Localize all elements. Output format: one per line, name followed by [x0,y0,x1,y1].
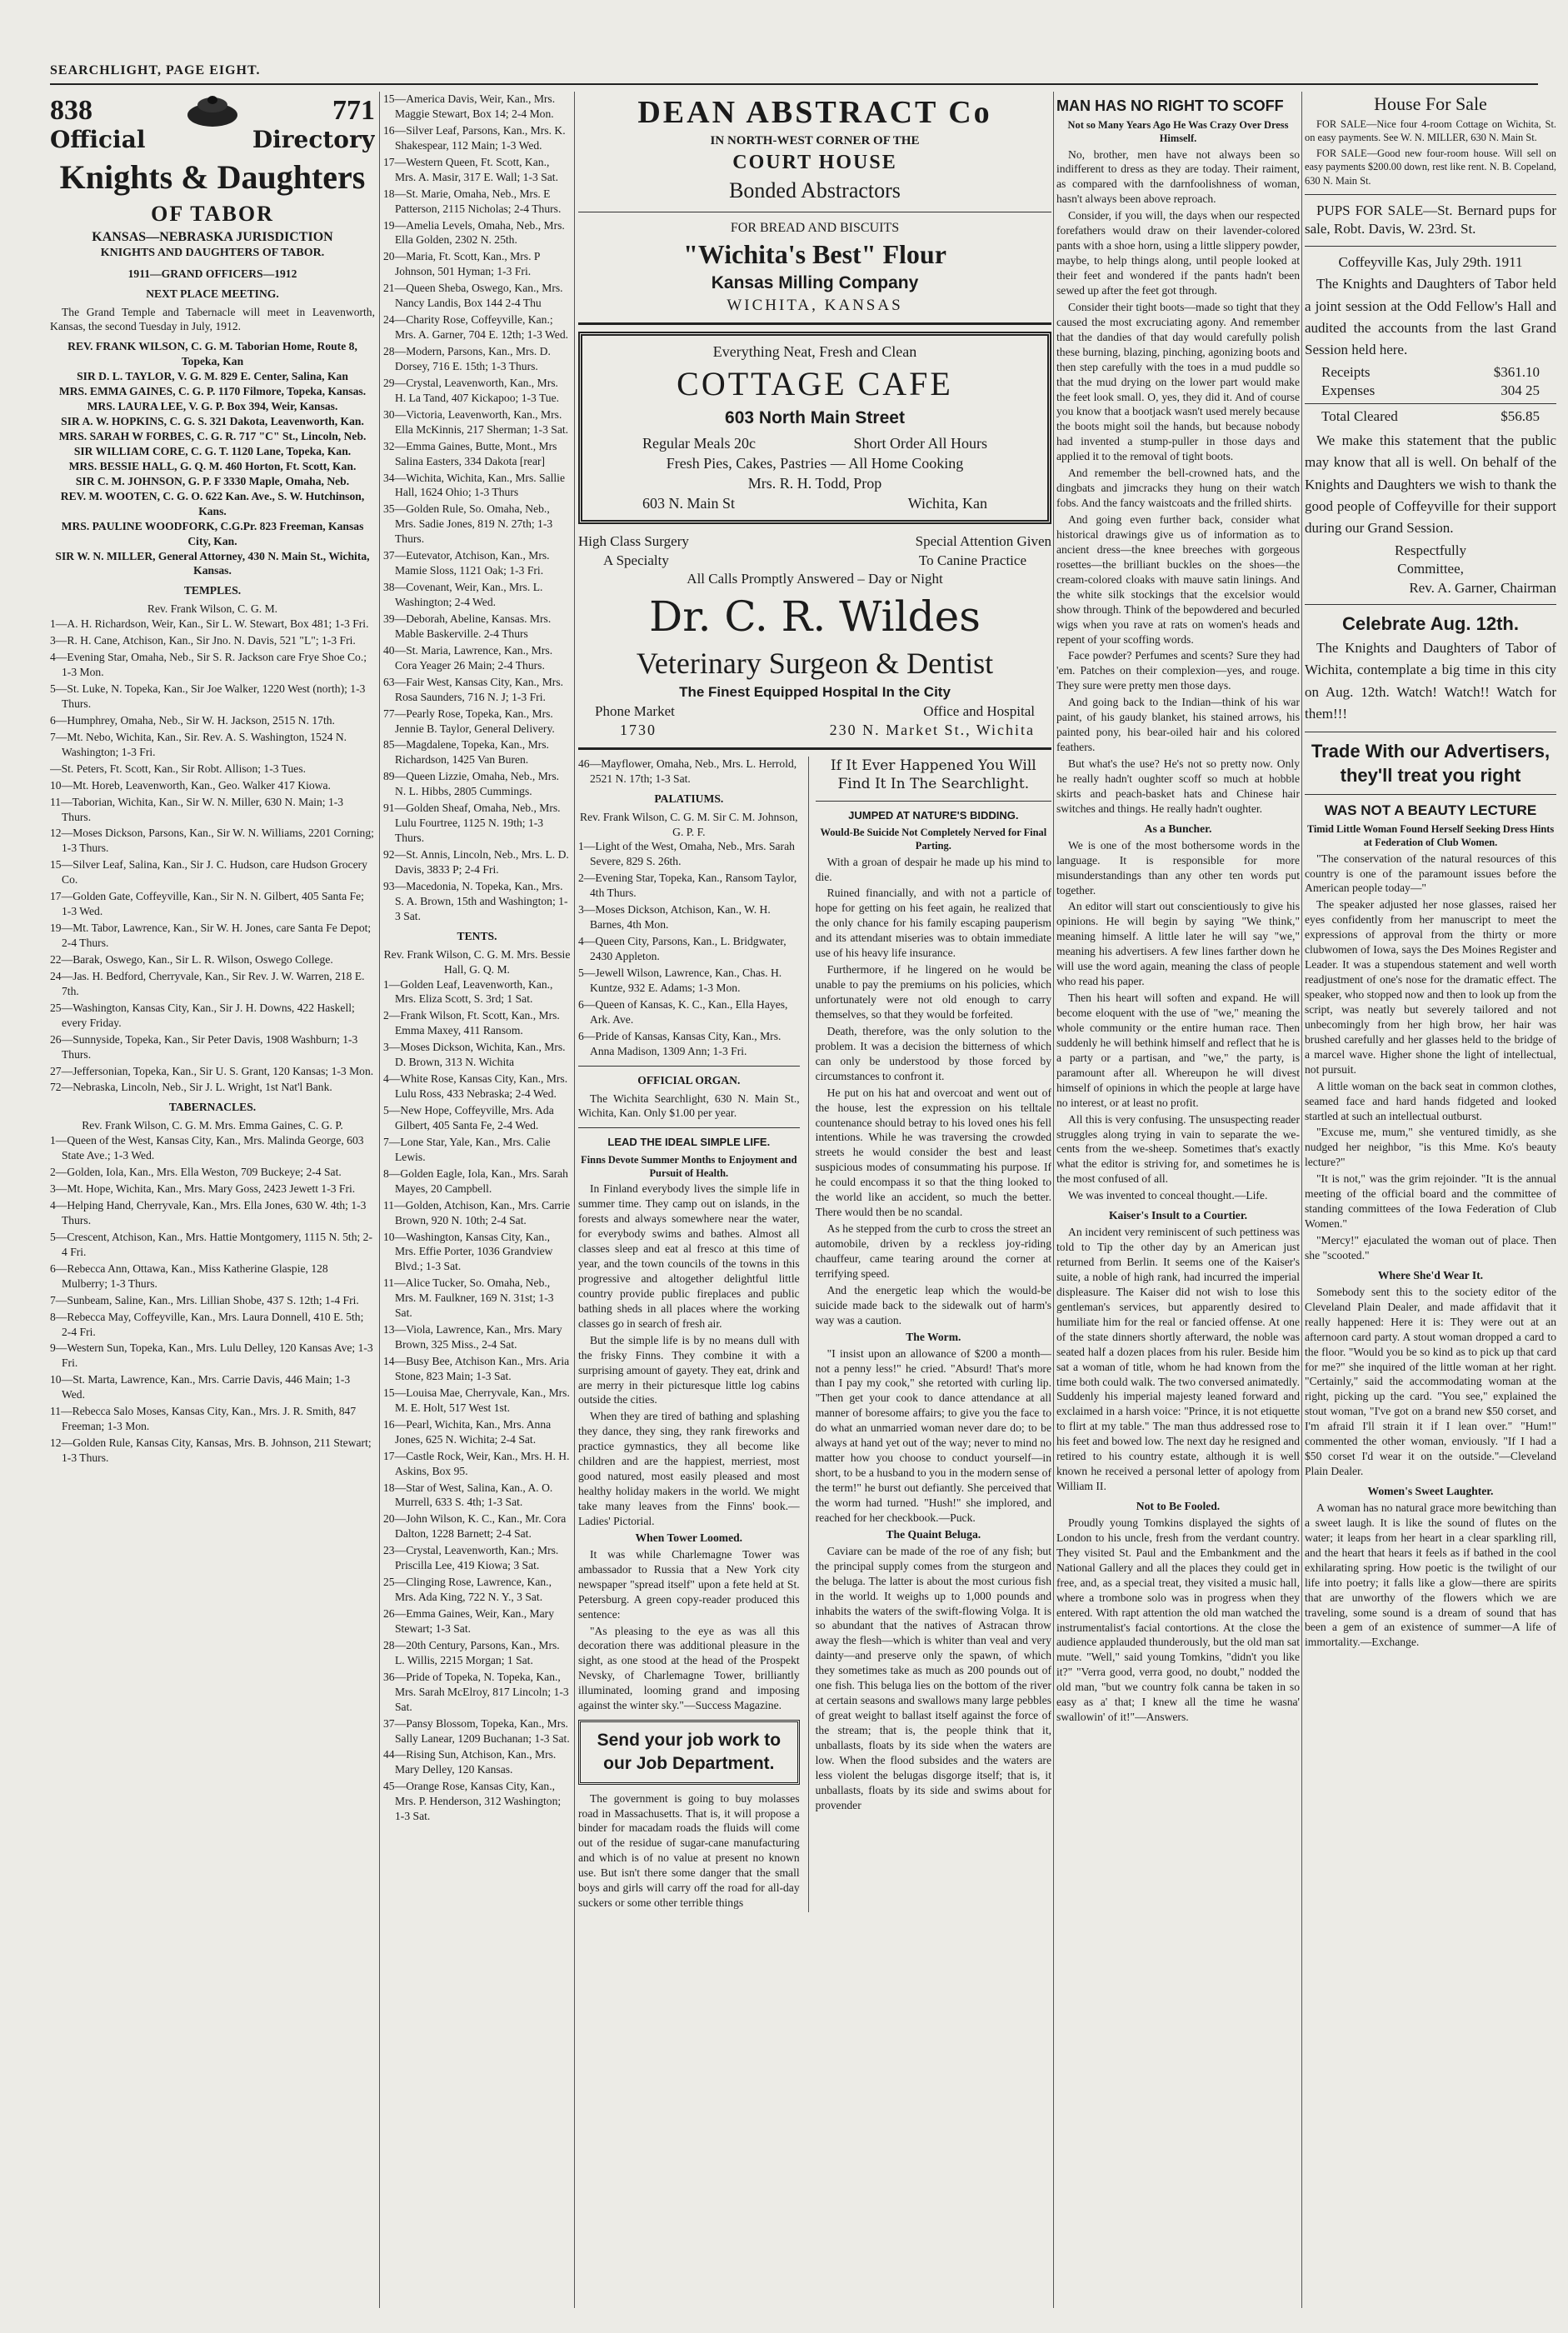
tabernacle-entry: 6—Rebecca Ann, Ottawa, Kan., Miss Katherine Glaspie, 128 Mulberry; 1-3 Thurs. [50,1261,328,1290]
article-paragraph: When they are tired of bathing and splashing they dance, they sing, they rank fireworks and practice gymnastics, they all become like children and are the happiest, merriest, most good natured, most easily pleased and most healthy holiday makers in the world. We might take many leaves from the Finns' book.—Ladies' Pictorial. [578,1410,800,1527]
tabernacle-entry: 91—Golden Sheaf, Omaha, Neb., Mrs. Lulu Fourtree, 1125 N. 19th; 1-3 Thurs. [383,802,561,845]
tent-entry: 7—Lone Star, Yale, Kan., Mrs. Calie Lewis. [383,1135,551,1163]
officer: SIR WILLIAM CORE, C. G. T. 1120 Lane, Topeka, Kan. [73,444,352,457]
tabernacle-entry: 24—Charity Rose, Coffeyville, Kan.; Mrs. A. Garner, 704 E. 12th; 1-3 Wed. [383,313,569,342]
temple-entry: 17—Golden Gate, Coffeyville, Kan., Sir N. N. Gilbert, 405 Santa Fe; 1-3 Wed. [50,890,364,918]
article-paragraph: A woman has no natural grace more bewitching than a sweet laugh. It is like the sound of flutes on the water; it leaps from her heart in a clear sparkling rill, and the heart that hears it feels as if bathed in the cool exhilarating spring. How poetic is the twilight of our life into poetry; it falls like a glow—there are spirits that are unworthy of the flowers which we are traveling, some sound is a dream of sound that has been a gem of an existence of summer—A life of immortality.—Exchange. [1305,1501,1556,1649]
divider [578,747,1051,750]
tabernacle-entry: 5—Crescent, Atchison, Kan., Mrs. Hattie Montgomery, 1115 N. 5th; 2-4 Fri. [50,1230,372,1258]
scoff-sub: Not so Many Years Ago He Was Crazy Over Dress Himself. [1067,118,1289,145]
tent-entry: 5—New Hope, Coffeyville, Mrs. Ada Gilbert, 405 Santa Fe, 2-4 Wed. [383,1104,554,1132]
tent-entry: 14—Busy Bee, Atchison Kan., Mrs. Aria Stone, 823 Main; 1-3 Sat. [383,1355,570,1382]
flour-ad [578,219,1051,316]
tent-entry: 25—Clinging Rose, Lawrence, Kan., Mrs. Ada King, 722 N. Y., 3 Sat. [383,1576,552,1604]
temple-entry: 24—Jas. H. Bedford, Cherryvale, Kan., Sir Rev. J. W. Warren, 218 E. 7th. [50,969,365,997]
tent-entry: 16—Pearl, Wichita, Kan., Mrs. Anna Jones, 625 N. Wichita; 2-4 Sat. [383,1417,552,1446]
article-paragraph: But the simple life is by no means dull with the frisky Finns. They combine it with a surprising amount of gayety. They eat, drink and are merry in their picturesque little log cabins outside the cities. [578,1333,800,1406]
officer: REV. M. WOOTEN, C. G. O. 622 Kan. Ave., S. W. Hutchinson, Kans. [60,489,365,517]
tabernacle-entry: 35—Golden Rule, So. Omaha, Neb., Mrs. Sadie Jones, 819 N. 27th; 1-3 Thurs. [383,502,553,546]
officer: SIR C. M. JOHNSON, G. P. F 3330 Maple, Omaha, Neb. [75,474,350,487]
article-paragraph: With a groan of despair he made up his mind to die. [815,855,1051,883]
officers-heading: 1911—GRAND OFFICERS—1912 [127,267,297,280]
article-paragraph: Caviare can be made of the roe of any fish; but the principal supply comes from the sturgeon and the beluga. The latter is about the most curious fish in the world. It weighs up to 1,000 pounds and inhabits the waters of the swift-flowing Volga. It is so abundant that the natives of Astracan throw away the flesh—which is whiter than veal and very dainty—and preserve only the spawn, of which they sometimes take as much as 200 pounds out of one fish. This beluga lies on the bottom of the river at certain seasons and swallows many large pebbles of great weight to ballast itself against the force of the stream; that is, the people think that it, unballasts, floats by its side when the waters are low. When the flood subsides and the waters are less violent the belugas disgorge itself; that is, it unballasts, floats by its side and swims about for provender [815,1544,1051,1811]
celebrate-heading: Celebrate Aug. 12th. [1342,612,1519,634]
simple-life-sub: Finns Devote Summer Months to Enjoyment and Pursuit of Health. [581,1153,797,1179]
article-paragraph: "The conservation of the natural resources of this country is one of the paramount issues before the American people today—" [1305,852,1556,895]
tabernacle-entry: 7—Sunbeam, Saline, Kan., Mrs. Lillian Shobe, 437 S. 12th; 1-4 Fri. [50,1293,359,1306]
vet-office-label: Office and Hospital [923,702,1035,719]
tabernacle-entry: 63—Fair West, Kansas City, Kan., Mrs. Rosa Saunders, 716 N. J; 1-3 Fri. [383,675,564,703]
divider [1305,194,1556,195]
trade-heading: Trade With our Advertisers, they'll treat you right [1311,741,1551,787]
column-rule [1301,92,1302,2308]
article-paragraph: Consider their tight boots—made so tight that they caused the most excruciating agony. And remember that the dandies of that day would carefully polish these burning, blazing, pinching, agonizing boots and then step carefully with the toes in a mud puddle so that the mud drying on the lower part would make the feet look small. O, yes, they did it. And of course you know that a bootjack wasn't used merely because the boots might soil the hands, but because nobody had invented a stump-puller in those days and applied it to the removal of tight boots. [1056,300,1300,463]
article-paragraph: The speaker adjusted her nose glasses, raised her eyes confidently from her manuscript to meet the expressions of approval from the thirty or more clubwomen of Iowa, says the Des Moines Register and Leader. It was a stupendous statement and well worth readjustment of one's nose for the dramatic effect. The speaker, who stopped now and then to look up from the script, was neatly but severely tailored and not unbecomingly from her high brow, her hair was brushed carefully and her glasses held to the bridge of a marcel wave. Higher shone the light of intellectual, not pursuit. [1305,898,1556,1076]
temple-entry: 26—Sunnyside, Topeka, Kan., Sir Peter Davis, 1908 Washburn; 1-3 Thurs. [50,1032,358,1061]
tent-entry: 10—Washington, Kansas City, Kan., Mrs. Effie Porter, 1036 Grandview Blvd.; 1-3 Sat. [383,1230,553,1273]
meeting-text: The Grand Temple and Tabernacle will meet in Leavenworth, Kansas, the second Tuesday in July, 1912. [50,305,375,333]
vet-title: Veterinary Surgeon & Dentist [636,646,994,680]
tabernacle-entry: 37—Eutevator, Atchison, Kan., Mrs. Mamie Sloss, 1121 Oak; 1-3 Fri. [383,549,550,577]
of-tabor: OF TABOR [151,201,274,226]
tent-entry: 28—20th Century, Parsons, Kan., Mrs. L. Willis, 2215 Morgan; 1 Sat. [383,1638,560,1666]
tabernacles-list-continued [383,92,571,924]
tent-entry: 3—Moses Dickson, Wichita, Kan., Mrs. D. Brown, 313 N. Wichita [383,1041,566,1069]
tent-entry: 13—Viola, Lawrence, Kan., Mrs. Mary Brown, 325 Miss., 2-4 Sat. [383,1323,562,1351]
tabernacle-entry: 9—Western Sun, Topeka, Kan., Mrs. Lulu Delley, 120 Kansas Ave; 1-3 Fri. [50,1341,373,1370]
temple-entry: 27—Jeffersonian, Topeka, Kan., Sir U. S. Grant, 120 Kansas; 1-3 Mon. [50,1064,374,1077]
tabernacle-entry: 20—Maria, Ft. Scott, Kan., Mrs. P Johnson, 501 Hyman; 1-3 Fri. [383,250,540,278]
article-paragraph: Consider, if you will, the days when our respected forefathers would draw on their lavender-colored pants with a shoe horn, using a little slippery powder, maybe, to help things along, until people looked at their feet and wondered if the pants hadn't been sewed up after the feet got through. [1056,209,1300,297]
tabernacle-entry: 17—Western Queen, Ft. Scott, Kan., Mrs. A. Masir, 317 E. Wall; 1-3 Sat. [383,155,558,183]
article-paragraph: And remember the bell-crowned hats, and the dingbats and jimcracks they hung on their watch fobs. And the fancy waistcoats and the frilled shirts. [1056,467,1300,510]
tabernacle-entry: 34—Wichita, Wichita, Kan., Mrs. Sallie Hall, 1624 Ohio; 1-3 Thurs [383,471,565,499]
organ-heading: OFFICIAL ORGAN. [637,1073,741,1087]
officer: REV. FRANK WILSON, C. G. M. Taborian Home, Route 8, Topeka, Kan [67,340,357,368]
tents-list [383,977,571,1825]
temples-heading: TEMPLES. [183,584,242,597]
celebrate-text: The Knights and Daughters of Tabor of Wichita, contemplate a big time in this city on Aug. 12th. Watch! Watch!! Watch for them!!! [1305,639,1556,722]
tabernacle-entry: 32—Emma Gaines, Butte, Mont., Mrs Salina Easters, 334 Dakota [rear] [383,439,557,467]
palatium-entry: 6—Queen of Kansas, K. C., Kan., Ella Hayes, Ark. Ave. [578,997,788,1026]
temples-list [50,617,375,1095]
article-paragraph: He put on his hat and overcoat and went out of the house, lest the expression on his telltale countenance should betray to his loved ones his fell intentions. While he was traversing the crowded streets he would consider the best and least suspicious modes of consummating his purpose. If he could encompass it so that the thing looked to the world like an accident, so much the better. There would then be no scandal. [815,1086,1051,1219]
palatium-entry: 6—Pride of Kansas, Kansas City, Kan., Mrs. Anna Madison, 1309 Ann; 1-3 Fri. [578,1029,782,1057]
directory-title: Knights & Daughters [59,157,366,196]
scoff-heading: MAN HAS NO RIGHT TO SCOFF [1056,97,1284,114]
tent-entry: 15—Louisa Mae, Cherryvale, Kan., Mrs. M. E. Holt, 517 West 1st. [383,1386,570,1414]
wear-heading: Where She'd Wear It. [1377,1268,1484,1281]
officer: MRS. EMMA GAINES, C. G. P. 1170 Filmore, Topeka, Kansas. [58,385,367,398]
palatium-entry: 3—Moses Dickson, Atchison, Kan., W. H. Barnes, 4th Mon. [578,903,771,932]
tent-entry: 23—Crystal, Leavenworth, Kan.; Mrs. Priscilla Lee, 419 Kiowa; 3 Sat. [383,1544,559,1572]
directory-column [50,92,375,2308]
article-paragraph: It was while Charlemagne Tower was ambassador to Russia that a New York city newspaper "spread itself" upon a fete held at St. Petersburg. A green copy-reader produced this sentence: [578,1547,800,1621]
report-date: Coffeyville Kas, July 29th. 1911 [1338,253,1523,270]
crown-emblem-icon [183,92,242,130]
jurisdiction: KANSAS—NEBRASKA JURISDICTION [92,230,333,245]
tent-entry: 44—Rising Sun, Atchison, Kan., Mrs. Mary Delley, 120 Kansas. [383,1748,557,1776]
report-text-2: We make this statement that the public may know that all is well. On behalf of the Knights and Daughters we wish to thank the good people of Coffeyville for their support during our Grand Session. [1305,432,1556,537]
center-left-subcolumn [578,757,800,1912]
officers-list [50,339,375,578]
expenses-label: Expenses [1321,382,1376,399]
tabernacle-entry: 15—America Davis, Weir, Kan., Mrs. Maggie Stewart, Box 14; 2-4 Mon. [383,92,556,120]
cafe-address: 603 North Main Street [725,407,905,427]
tabernacle-entry: 85—Magdalene, Topeka, Kan., Mrs. Richardson, 1425 Van Buren. [383,738,549,767]
org-name: KNIGHTS AND DAUGHTERS OF TABOR. [100,247,325,260]
article-paragraph: Face powder? Perfumes and scents? Sure they had 'em. Patches on their complexion—yes, and rouge. They sure were pretty men those days. [1056,649,1300,692]
palatiums-heading: PALATIUMS. [654,792,724,805]
tent-entry: 46—Mayflower, Omaha, Neb., Mrs. L. Herrold, 2521 N. 17th; 1-3 Sat. [578,757,797,785]
temple-entry: 12—Moses Dickson, Parsons, Kan., Sir W. N. Williams, 2201 Corning; 1-3 Thurs. [50,827,374,855]
tabernacle-entry: 38—Covenant, Weir, Kan., Mrs. L. Washington; 2-4 Wed. [383,581,543,608]
tabernacle-entry: 89—Queen Lizzie, Omaha, Neb., Mrs. N. L. Hibbs, 2805 Cummings. [383,770,560,798]
tent-entry: 1—Golden Leaf, Leavenworth, Kan., Mrs. Eliza Scott, S. 3rd; 1 Sat. [383,977,553,1006]
article-paragraph: And going even further back, consider what historical drawings give us of information as to ancient dress—the knee breeches with gorgeous rosettes—the brilliant buckles on the shoes—the cream-colored cloaks with mauve satin linings. And the white silk stockings that the excelsior would show through. Think of the bepowdered and becurled wigs when you rave at rats on women's heads and repent of your scoffing words. [1056,513,1300,646]
divider [816,801,1051,802]
tabernacle-entry: 2—Golden, Iola, Kan., Mrs. Ella Weston, 709 Buckeye; 2-4 Sat. [50,1166,342,1179]
cleared-label: Total Cleared [1321,408,1398,425]
meeting-heading: NEXT PLACE MEETING. [146,287,279,300]
article-paragraph: We was invented to conceal thought.—Life. [1068,1189,1268,1202]
cafe-meals: Regular Meals 20c [642,435,756,452]
tabernacles-heading: TABERNACLES. [168,1101,257,1114]
dean-abstract-ad [578,92,1051,205]
article-paragraph: Ruined financially, and with not a particle of hope for getting on his feet again, he realized that the only chance for his family escaping pauperism and its attendant miseries was to obtain immediate use of his heavy life insurance. [815,887,1051,960]
article-paragraph: No, brother, men have not always been so indifferent to dress as they are today. Their raiment, as compared with the darnfoolishness of woman, hasn't always been above reproach. [1056,147,1300,206]
jumped-heading: JUMPED AT NATURE'S BIDDING. [848,808,1019,822]
tent-entry: 8—Golden Eagle, Iola, Kan., Mrs. Sarah Mayes, 20 Campbell. [383,1166,568,1195]
article-paragraph: Then his heart will soften and expand. He will become eloquent with the use of "we," meaning the whole community or the entire human race. Then suddenly he will bethink himself and reflect that he is a party or a partisan, and "we," the party, is paramount after all. Whereupon he will divest himself of opinions in which the people at large have no interest, or at least no profit. [1056,992,1300,1109]
dean-line1: IN NORTH-WEST CORNER OF THE [710,134,920,148]
signoff: Rev. A. Garner, Chairman [1409,579,1556,596]
cafe-short-order: Short Order All Hours [853,435,987,452]
vet-specialty: A Specialty [603,552,669,568]
cafe-pies: Fresh Pies, Cakes, Pastries — All Home Cooking [666,455,964,472]
cleared-value: $56.85 [1501,408,1540,425]
directory-number-right: 771 [332,94,375,126]
directory-column-2 [383,92,571,2308]
article-paragraph: And going back to the Indian—think of his war paint, of his gaudy blanket, his stained arrows, his painted pony, his bear-oiled hair and his colored feathers. [1056,696,1300,754]
tent-entry: 11—Alice Tucker, So. Omaha, Neb., Mrs. M. Faulkner, 169 N. 31st; 1-3 Sat. [383,1276,554,1320]
tabernacle-entry: 29—Crystal, Leavenworth, Kan., Mrs. H. La Tand, 407 Kickapoo; 1-3 Tue. [383,376,560,404]
cottage-cafe-ad [578,332,1051,524]
tabernacle-entry: 19—Amelia Levels, Omaha, Neb., Mrs. Ella Golden, 2302 N. 25th. [383,218,565,247]
article-paragraph: An editor will start out conscientiously to give his opinions. He will begin by saying "We think," meaning himself. A little later he will say "we," meaning his advertisers. A few lines farther down he will use the word again, meaning the class of people who read his paper. [1056,900,1300,988]
column-rule [1053,92,1054,2308]
article-paragraph: As he stepped from the curb to cross the street an automobile, driven by a reckless joy-riding chauffeur, came tearing around the corner at terrifying speed. [815,1222,1051,1280]
pups-ad: PUPS FOR SALE—St. Bernard pups for sale, Robt. Davis, W. 23rd. St. [1305,202,1556,237]
signoff: Committee, [1397,561,1464,577]
house-ad: FOR SALE—Good new four-room house. Will sell on easy payments $200.00 down, rest like rent. N. B. Copeland, 630 N. Main St. [1305,147,1556,187]
tent-entry: 2—Frank Wilson, Ft. Scott, Kan., Mrs. Emma Maxey, 411 Ransom. [383,1009,560,1037]
temple-entry: 22—Barak, Oswego, Kan., Sir L. R. Wilson, Oswego College. [50,952,333,966]
house-ad: FOR SALE—Nice four 4-room Cottage on Wichita, St. on easy payments. See W. N. MILLER, 630 N. Main St. [1305,118,1556,144]
directory-number-left: 838 [50,94,92,126]
center-column [578,92,1051,2308]
article-paragraph: Somebody sent this to the society editor of the Cleveland Plain Dealer, and made affidavit that it really happened: Here it is: They were out at an afternoon card party. A stout woman dropped a card to the floor. "Would you be so kind as to pick up that card for me?" she inquired of the little woman at her right. "Certainly," said the accommodating woman at the right, picking up the card. "You see," explained the stout woman, "I've got on a brand new $50 corset, and I'm afraid I'll strain it if I lean over." "Hum!" commented the other woman, enviously. "If I had a $50 corset I'd wear it on the outside."—Cleveland Plain Dealer. [1305,1285,1556,1478]
article-paragraph: Furthermore, if he lingered on he would be unable to pay the premiums on his policies, which unfortunately were not old enough to carry themselves, so that they would be forfeited. [815,963,1051,1021]
palatiums-list [578,839,800,1058]
article-paragraph: "Excuse me, mum," she ventured timidly, as she nudged her neighbor, "is this Mme. Ko's beauty lecture?" [1305,1126,1556,1169]
tabernacles-officers: Rev. Frank Wilson, C. G. M. Mrs. Emma Gaines, C. G. P. [82,1119,343,1132]
beluga-heading: The Quaint Beluga. [886,1527,981,1541]
divider [1305,604,1556,605]
vet-phone: 1730 [620,722,657,739]
temple-entry: 15—Silver Leaf, Salina, Kan., Sir J. C. Hudson, care Hudson Grocery Co. [50,858,367,887]
tabernacle-entry: 40—St. Maria, Lawrence, Kan., Mrs. Cora Yeager 26 Main; 2-4 Thurs. [383,643,553,672]
tabernacle-entry: 3—Mt. Hope, Wichita, Kan., Mrs. Mary Goss, 2423 Jewett 1-3 Fri. [50,1182,356,1196]
running-head: SEARCHLIGHT, PAGE EIGHT. [50,63,261,77]
beauty-sub: Timid Little Woman Found Herself Seeking Dress Hints at Federation of Club Women. [1306,822,1555,849]
top-rule [50,83,1538,85]
house-heading: House For Sale [1374,93,1487,114]
tent-entry: 17—Castle Rock, Weir, Kan., Mrs. H. H. Askins, Box 95. [383,1449,570,1477]
temples-officer: Rev. Frank Wilson, C. G. M. [147,602,278,616]
tabernacles-list [50,1133,375,1466]
tent-entry: 20—John Wilson, K. C., Kan., Mr. Cora Dalton, 1228 Barnett; 2-4 Sat. [383,1512,567,1541]
divider [1305,794,1556,795]
officer: MRS. LAURA LEE, V. G. P. Box 394, Weir, Kansas. [87,400,338,413]
tent-entry: 37—Pansy Blossom, Topeka, Kan., Mrs. Sally Lanear, 1209 Buchanan; 1-3 Sat. [383,1716,570,1745]
temple-entry: —St. Peters, Ft. Scott, Kan., Sir Robt. Allison; 1-3 Tues. [50,762,307,775]
flour-name: "Wichita's Best" Flour [683,239,946,270]
tabernacle-entry: 30—Victoria, Leavenworth, Kan., Mrs. Ella McKinnis, 217 Sherman; 1-3 Sat. [383,407,569,436]
temple-entry: 5—St. Luke, N. Topeka, Kan., Sir Joe Walker, 1220 West (north); 1-3 Thurs. [50,682,366,710]
cafe-name: COTTAGE CAFE [677,364,953,402]
beauty-heading: WAS NOT A BEAUTY LECTURE [1324,802,1537,819]
temple-entry: 19—Mt. Tabor, Lawrence, Kan., Sir W. H. Jones, care Santa Fe Depot; 2-4 Thurs. [50,922,372,950]
palatium-entry: 5—Jewell Wilson, Lawrence, Kan., Chas. H. Kuntze, 932 E. Adams; 1-3 Mon. [578,966,782,994]
fooled-heading: Not to Be Fooled. [1136,1500,1221,1512]
palatium-entry: 2—Evening Star, Topeka, Kan., Ransom Taylor, 4th Thurs. [578,872,797,900]
tower-heading: When Tower Loomed. [635,1531,743,1544]
column-rule [574,92,575,2308]
tabernacle-entry: 1—Queen of the West, Kansas City, Kan., Mrs. Malinda George, 603 State Ave.; 1-3 Wed. [50,1134,364,1162]
article-paragraph: And the energetic leap which the would-be suicide made back to the sidewalk out of harm's way was a caution. [815,1283,1051,1326]
tent-entry: 36—Pride of Topeka, N. Topeka, Kan., Mrs. Sarah McElroy, 817 Lincoln; 1-3 Sat. [383,1670,569,1713]
palatium-entry: 1—Light of the West, Omaha, Neb., Mrs. Sarah Severe, 829 S. 26th. [578,840,795,868]
tabernacle-entry: 8—Rebecca May, Coffeyville, Kan., Mrs. Laura Donnell, 410 E. 5th; 2-4 Fri. [50,1310,364,1338]
tent-entry: 45—Orange Rose, Kansas City, Kan., Mrs. P. Henderson, 312 Washington; 1-3 Sat. [383,1780,562,1823]
article-paragraph: "Mercy!" ejaculated the woman out of place. Then she "scooted." [1305,1234,1556,1261]
temple-entry: 3—R. H. Cane, Atchison, Kan., Sir Jno. N. Davis, 521 "L"; 1-3 Fri. [50,634,356,647]
buncher-heading: As a Buncher. [1144,822,1212,835]
palatiums-officers: Rev. Frank Wilson, C. G. M. Sir C. M. Johnson, G. P. F. [580,810,798,838]
tabernacle-entry: 11—Rebecca Salo Moses, Kansas City, Kan., Mrs. J. R. Smith, 847 Freeman; 1-3 Mon. [50,1405,357,1433]
simple-life-heading: LEAD THE IDEAL SIMPLE LIFE. [607,1136,771,1149]
laugh-heading: Women's Sweet Laughter. [1367,1485,1494,1498]
vet-calls: All Calls Promptly Answered – Day or Night [687,571,943,587]
article-paragraph: Death, therefore, was the only solution to the problem. It was a decision the bitterness of which can only be understood by those forced by circumstances to confront it. [815,1024,1051,1082]
article-paragraph: We is one of the most bothersome words in the language. It is responsible for more misunderstandings than any other ten words put together. [1056,838,1300,897]
temple-entry: 7—Mt. Nebo, Wichita, Kan., Sir. Rev. A. S. Washington, 1524 N. Washington; 1-3 Fri. [50,730,347,758]
article-paragraph: A little woman on the back seat in common clothes, seamed face and hard hands fidgeted and looked startled at such an intellectual outburst. [1305,1079,1556,1122]
tabernacle-entry: 10—St. Marta, Lawrence, Kan., Mrs. Carrie Davis, 446 Main; 1-3 Wed. [50,1373,351,1401]
article-paragraph: Proudly young Tomkins displayed the sights of London to his uncle, fresh from the verdant country. They visited St. Paul and the Embankment and the National Gallery and all the places they could get in free, and, as a special treat, they visited a music hall, where a trombone solo was in progress when they entered. With rapt attention the old man watched the instrumentalist's facial contortions. At the close the audience applauded thunderously, but the old man sat mute. "Well," said young Tomkins, "didn't you like it?" "Verra good, verra good, no doubt," nodded the old man, "but we country folk canna be taken in so easy as a' that; I knew all the time he wasna' swallowin' of it!"—Answers. [1056,1516,1300,1724]
veterinary-ad [578,532,1051,740]
article-paragraph: An incident very reminiscent of such pettiness was told to Tip the other day by an American just returned from Berlin. It seems one of the Kaiser's suite, a noble of high rank, had incurred the imperial displeasure. The Kaiser did not wish to lose this gentleman's services, but apparently desired to humiliate him for the real or fancied offense. At one of the state dinners shortly afterward, the noble was seated half a dozen places from his ruler. Beside him sat a woman of title, whom he had known from the time both could walk. The two conversed animatedly. Suddenly his imperial majesty leaned forward and exclaimed in a harsh voice: "Prince, it is not etiquette to flirt at my table." The man thus addressed rose to his feet and bowed low. The next day he resigned and retired to his country estate, although it is well known he received a personal letter of apology from William II. [1056,1226,1300,1493]
happened-notice: If It Ever Happened You Will Find It In The Searchlight. [830,757,1036,793]
tents-heading: TENTS. [457,929,497,942]
cafe-prop: Mrs. R. H. Todd, Prop [747,474,882,492]
article-paragraph: "I insist upon an allowance of $200 a month—not a penny less!" he cried. "Absurd! That's more than I pay my cook," she retorted with curling lip. "Then get your cook to dance attendance at all manner of boresome affairs; to give you the face to do what an unmarried woman never dare do; to be always at hand yet out of the way; never to mind no matter how you choose to conduct yourself—in short, to be a husband to you in the modern sense of the term!" he burst out defiantly. She perceived that the worm had turned. "Hush!" she implored, and reached for her checkbook.—Puck. [815,1346,1051,1524]
divider [578,322,1051,325]
organ-text: The Wichita Searchlight, 630 N. Main St., Wichita, Kan. Only $1.00 per year. [578,1092,800,1120]
signoff: Respectfully [1395,542,1466,558]
tabernacle-entry: 21—Queen Sheba, Oswego, Kan., Mrs. Nancy Landis, Box 144 2-4 Thu [383,282,563,310]
flour-city: WICHITA, KANSAS [727,297,903,314]
center-right-subcolumn [808,757,1051,1912]
officer: SIR A. W. HOPKINS, C. G. S. 321 Dakota, Leavenworth, Kan. [61,415,364,428]
expenses-value: 304 25 [1501,382,1540,399]
official-label: Official [50,126,146,153]
directory-label: Directory [252,126,375,153]
dean-line2: COURT HOUSE [732,151,897,173]
article-paragraph: "As pleasing to the eye as was all this decoration there was additional pleasure in the sight, as one stood at the head of the Prospekt Nevsky, of Charlemagne Tower, brilliantly illuminated, looming grand and imposing against the winter sky."—Success Magazine. [578,1624,800,1712]
tabernacle-entry: 93—Macedonia, N. Topeka, Kan., Mrs. S. A. Brown, 15th and Washington; 1-3 Sat. [383,879,568,922]
temple-entry: 25—Washington, Kansas City, Kan., Sir J. H. Downs, 422 Haskell; every Friday. [50,1001,355,1029]
report-text: The Knights and Daughters of Tabor held a joint session at the Odd Fellow's Hall and audited the accounts from the last Grand Session held here. [1305,276,1556,358]
tabernacle-entry: 92—St. Annis, Lincoln, Neb., Mrs. L. D. Davis, 3833 P; 2-4 Fri. [383,848,569,876]
tabernacle-entry: 12—Golden Rule, Kansas City, Kansas, Mrs. B. Johnson, 211 Stewart; 1-3 Thurs. [50,1436,372,1465]
tabernacle-entry: 16—Silver Leaf, Parsons, Kan., Mrs. K. Shakespear, 112 Main; 1-3 Wed. [383,123,566,152]
dean-line3: Bonded Abstractors [729,177,901,202]
tents-officers: Rev. Frank Wilson, C. G. M. Mrs. Bessie Hall, G. Q. M. [383,947,571,976]
cafe-foot-city: Wichita, Kan [907,494,987,512]
tabernacle-entry: 39—Deborah, Abeline, Kansas. Mrs. Mable Baskerville. 2-4 Thurs [383,612,552,640]
officer: MRS. SARAH W FORBES, C. G. R. 717 "C" St., Lincoln, Neb. [58,430,367,443]
tabernacle-entry: 4—Helping Hand, Cherryvale, Kan., Mrs. Ella Jones, 630 W. 4th; 1-3 Thurs. [50,1199,367,1226]
vet-name: Dr. C. R. Wildes [649,592,981,641]
temple-entry: 11—Taborian, Wichita, Kan., Sir W. N. Miller, 630 N. Main; 1-3 Thurs. [50,795,344,823]
flour-tag: FOR BREAD AND BISCUITS [730,220,900,235]
cafe-tag: Everything Neat, Fresh and Clean [712,343,917,361]
article-paragraph: "It is not," was the grim rejoinder. "It is the annual meeting of the official board and the committee of standing committees of the Iowa Federation of Club Women." [1305,1172,1556,1231]
officer: SIR D. L. TAYLOR, V. G. M. 829 E. Center, Salina, Kan [77,370,348,383]
vet-hospital: The Finest Equipped Hospital In the City [679,684,951,701]
tent-entry: 26—Emma Gaines, Weir, Kan., Mary Stewart; 1-3 Sat. [383,1607,554,1635]
vet-canine: To Canine Practice [918,552,1026,568]
job-department-ad: Send your job work to our Job Department. [578,1720,800,1784]
article-paragraph: All this is very confusing. The unsuspecting reader struggles along trying in vain to separate the we-cents from the we-sheep. Sometimes that's exactly what the editor is striving for, and sometimes he is the most confused of all. [1056,1112,1300,1186]
cafe-foot-address: 603 N. Main St [642,494,736,512]
flour-company: Kansas Milling Company [711,273,919,293]
temple-entry: 72—Nebraska, Lincoln, Neb., Sir J. L. Wright, 1st Nat'l Bank. [50,1081,332,1094]
temple-entry: 10—Mt. Horeb, Leavenworth, Kan., Geo. Walker 417 Kiowa. [50,778,331,792]
divider [578,1066,800,1067]
officer: SIR W. N. MILLER, General Attorney, 430 N. Main St., Wichita, Kansas. [55,549,370,577]
vet-phone-label: Phone Market [595,702,675,719]
tabernacle-entry: 18—St. Marie, Omaha, Neb., Mrs. E Patterson, 2115 Nicholas; 2-4 Thurs. [383,187,562,215]
vet-special: Special Attention Given [915,533,1051,550]
temple-entry: 4—Evening Star, Omaha, Neb., Sir S. R. Jackson care Frye Shoe Co.; 1-3 Mon. [50,651,367,679]
vet-office: 230 N. Market St., Wichita [829,722,1035,739]
tent-entry: 11—Golden, Atchison, Kan., Mrs. Carrie Brown, 920 N. 10th; 2-4 Sat. [383,1198,571,1226]
article-paragraph: In Finland everybody lives the simple life in summer time. They camp out on islands, in the forests and always somewhere near the water, for everybody swims and bathes. Almost all classes sleep and eat al fresco at this time of year, and the town councils of the towns in this progressive and altogether delightful little country provide public fireplaces and public bathing sheds in all places where the working classes go in search of fresh air. [578,1182,800,1330]
divider [1305,246,1556,247]
divider [578,1127,800,1128]
tabernacle-entry: 28—Modern, Parsons, Kan., Mrs. D. Dorsey, 716 E. 15th; 1-3 Thurs. [383,345,551,372]
article-paragraph: But what's the use? He's not so pretty now. Only he really hadn't oughter scoff so much at hobble skirts and peach-basket hats and Chinese hair switches and things. He really hadn't oughter. [1056,757,1300,815]
receipts-label: Receipts [1321,363,1371,380]
temple-entry: 6—Humphrey, Omaha, Neb., Sir W. H. Jackson, 2515 N. 17th. [50,713,335,727]
scoff-column [1056,92,1300,2308]
palatium-entry: 4—Queen City, Parsons, Kan., L. Bridgwater, 2430 Appleton. [578,935,786,963]
jumped-sub: Would-Be Suicide Not Completely Nerved for Final Parting. [820,826,1047,852]
officer: MRS. PAULINE WOODFORK, C.G.Pr. 823 Freeman, Kansas City, Kan. [61,519,364,547]
temple-entry: 1—A. H. Richardson, Weir, Kan., Sir L. W. Stewart, Box 481; 1-3 Fri. [50,617,369,631]
tabernacle-entry: 77—Pearly Rose, Topeka, Kan., Mrs. Jennie B. Taylor, General Delivery. [383,707,555,735]
tent-entry: 18—Star of West, Salina, Kan., A. O. Murrell, 633 S. 4th; 1-3 Sat. [383,1481,553,1509]
article-paragraph: The government is going to buy molasses road in Massachusetts. That is, it will propose a binder for macadam roads the fluids will come out of the residue of sugar-cane manufacturing and which is of no value at present no known use. But isn't there some danger that the small boys and girls will carry off the road for all-day suckers or some other terrible things [578,1791,800,1910]
officer: MRS. BESSIE HALL, G. Q. M. 460 Horton, Ft. Scott, Kan. [68,459,357,472]
vet-surgery: High Class Surgery [578,533,689,550]
worm-heading: The Worm. [906,1330,961,1343]
receipts-value: $361.10 [1493,363,1540,380]
column-rule [379,92,380,2308]
tent-entry: 4—White Rose, Kansas City, Kan., Mrs. Lulu Ross, 433 Nebraska; 2-4 Wed. [383,1072,568,1101]
dean-name: DEAN ABSTRACT Co [637,95,992,130]
notices-column [1305,92,1556,2308]
kaiser-heading: Kaiser's Insult to a Courtier. [1108,1209,1248,1222]
